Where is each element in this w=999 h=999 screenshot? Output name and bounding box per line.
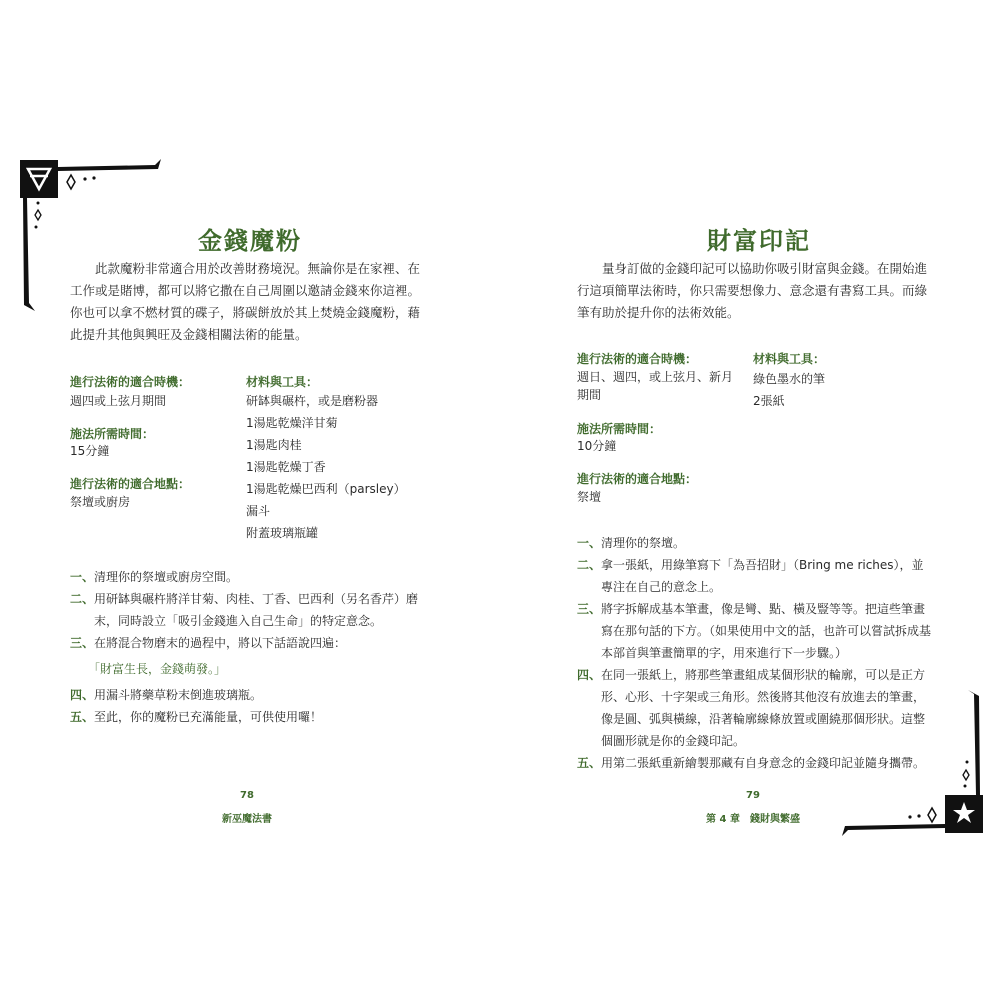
page-title: 金錢魔粉 — [198, 227, 302, 255]
place-value: 祭壇 — [577, 490, 602, 504]
place-label: 進行法術的適合地點： — [577, 472, 698, 486]
corner-ornament-bottom-right — [840, 690, 990, 840]
intro-paragraph: 量身訂做的金錢印記可以協助你吸引財富與金錢。在開始進行這項簡單法術時，你只需要想像力、意念還有書寫工具。而綠筆有助於提升你的法術效能。 — [577, 261, 928, 320]
step-item: 一、 清理你的祭壇。 — [577, 536, 686, 550]
page-number: 79 — [746, 790, 760, 801]
timing-label: 進行法術的適合時機： — [70, 375, 191, 389]
material-item: 附蓋玻璃瓶罐 — [246, 526, 319, 540]
step-item: 二、 用研缽與碾杵將洋甘菊、肉桂、丁香、巴西利（另名香芹）磨末，同時設立「吸引金錢進入自己生命」的特定意念。 — [70, 592, 419, 628]
step-item: 四、 在同一張紙上，將那些筆畫組成某個形狀的輪廓，可以是正方形、心形、十字架或三角形。然後將其他沒有放進去的筆畫，像是圓、弧與橫線，沿著輪廓線條放置或圍繞那個形狀。這整個圖形就是你的金錢印記。 — [577, 668, 926, 748]
step-item: 三、 將字拆解成基本筆畫，像是彎、點、橫及豎等等。把這些筆畫寫在那句話的下方。（如果使用中文的話，也許可以嘗試拆成基本部首與筆畫簡單的字，用來進行下一步驟。） — [577, 602, 932, 660]
step-item: 三、 在將混合物磨末的過程中，將以下話語說四遍： — [70, 636, 347, 650]
place-label: 進行法術的適合地點： — [70, 477, 191, 491]
incantation: 「財富生長，金錢萌發。」 — [88, 662, 227, 676]
step-item: 二、 拿一張紙，用綠筆寫下「為吾招財」（Bring me riches），並專注在自己的意念上。 — [577, 558, 924, 594]
materials-list — [753, 368, 933, 412]
materials-list — [246, 390, 446, 544]
materials-label: 材料與工具： — [246, 375, 319, 389]
duration-value: 15分鐘 — [70, 444, 110, 458]
material-item: 1湯匙乾燥巴西利（parsley） — [246, 482, 406, 496]
duration-label: 施法所需時間： — [577, 422, 662, 436]
material-item: 研缽與碾杵，或是磨粉器 — [246, 394, 379, 408]
diamond-icon — [67, 175, 75, 189]
material-item: 1湯匙乾燥洋甘菊 — [246, 416, 338, 430]
material-item: 1湯匙肉桂 — [246, 438, 302, 452]
running-head: 第 4 章 錢財與繁盛 — [706, 814, 800, 825]
intro-paragraph: 此款魔粉非常適合用於改善財務境況。無論你是在家裡、在工作或是賭博，都可以將它撒在自己周圍以邀請金錢來你這裡。你也可以拿不燃材質的碟子，將碳餅放於其上焚燒金錢魔粉，藉此提升其他與興旺及金錢相關法術的能量。 — [70, 261, 421, 342]
timing-value: 週四或上弦月期間 — [70, 394, 167, 408]
page-title: 財富印記 — [707, 227, 811, 255]
page-number: 78 — [240, 790, 254, 801]
material-item: 1湯匙乾燥丁香 — [246, 460, 326, 474]
step-item: 五、 用第二張紙重新繪製那藏有自身意念的金錢印記並隨身攜帶。 — [577, 756, 926, 770]
step-item: 五、 至此，你的魔粉已充滿能量，可供使用囉！ — [70, 710, 323, 724]
place-value: 祭壇或廚房 — [70, 495, 131, 509]
material-item: 漏斗 — [246, 504, 271, 518]
duration-label: 施法所需時間： — [70, 427, 155, 441]
timing-label: 進行法術的適合時機： — [577, 352, 698, 366]
left-page — [0, 0, 499, 999]
right-page — [500, 0, 999, 999]
step-item: 一、 清理你的祭壇或廚房空間。 — [70, 570, 239, 584]
step-item: 四、 用漏斗將藥草粉末倒進玻璃瓶。 — [70, 688, 263, 702]
timing-value: 週日、週四，或上弦月、新月期間 — [577, 370, 734, 402]
running-head: 新巫魔法書 — [222, 814, 272, 825]
material-item: 綠色墨水的筆 — [753, 372, 826, 386]
steps-list — [70, 566, 430, 728]
material-item: 2張紙 — [753, 394, 785, 408]
duration-value: 10分鐘 — [577, 439, 617, 453]
materials-label: 材料與工具： — [753, 352, 826, 366]
